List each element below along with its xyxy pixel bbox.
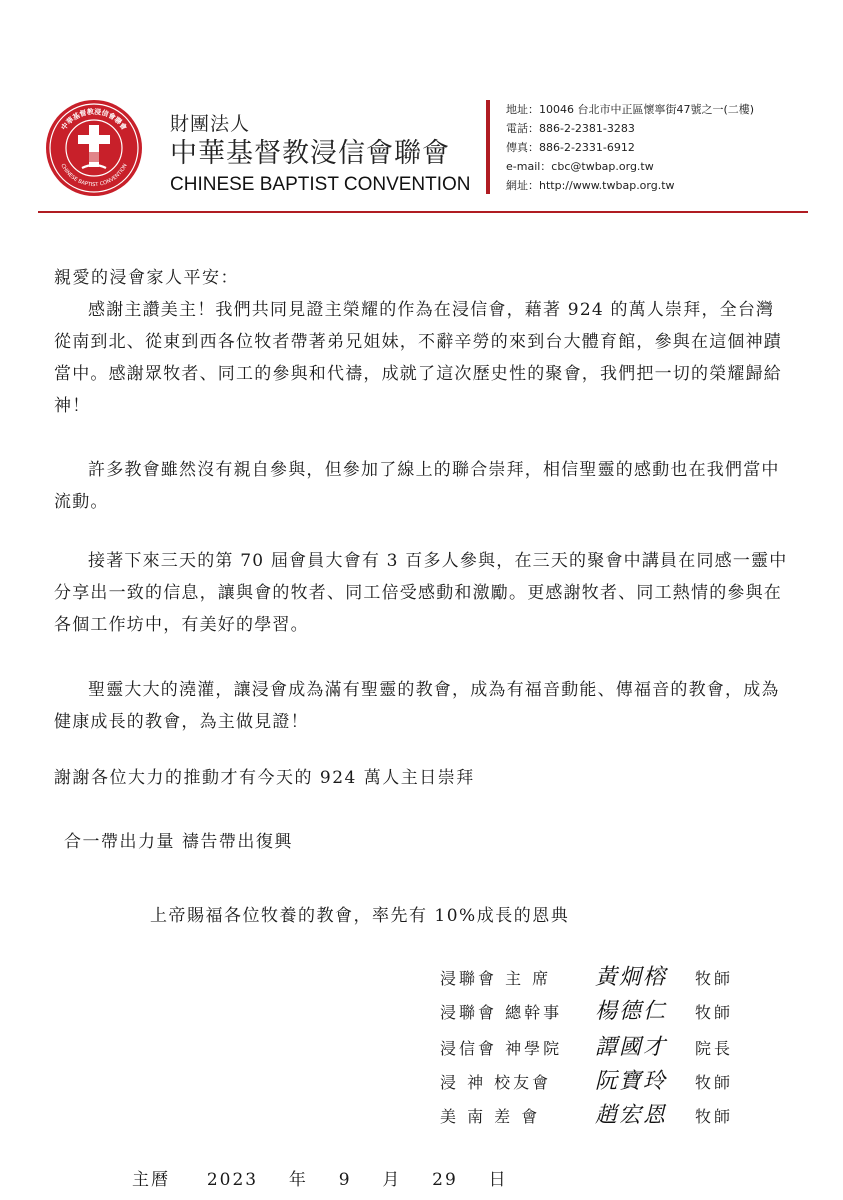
blessing-line: 上帝賜福各位牧養的教會，率先有 10%成長的恩典 [150, 906, 570, 926]
org-name-chinese: 中華基督教浸信會聯會 [170, 138, 450, 169]
organization-name-block [170, 112, 471, 197]
org-prefix: 財團法人 [170, 113, 251, 135]
letter-date [132, 1165, 508, 1190]
date-month: 9 [338, 1170, 352, 1190]
date-month-label: 月 [382, 1170, 402, 1190]
signer-title: 浸聯會 總幹事 [440, 1003, 563, 1022]
signer-role: 牧師 [695, 1107, 734, 1126]
signer-signature: 楊德仁 [595, 999, 668, 1024]
svg-text:中華基督教浸信會聯會: 中華基督教浸信會聯會 [59, 107, 129, 132]
org-name-english: CHINESE BAPTIST CONVENTION [170, 174, 471, 195]
paragraph-2-text: 許多教會雖然沒有親自參與，但參加了線上的聯合崇拜，相信聖靈的感動也在我們當中流動。 [54, 460, 780, 512]
svg-text:CHINESE BAPTIST CONVENTION: CHINESE BAPTIST CONVENTION [59, 162, 129, 189]
paragraph-1 [54, 294, 789, 422]
signer-title: 浸 神 校友會 [440, 1073, 552, 1092]
signer-signature: 阮寶玲 [595, 1069, 668, 1094]
signer-signature: 黃炯榕 [595, 965, 668, 990]
paragraph-1-text: 感謝主讚美主！我們共同見證主榮耀的作為在浸信會，藉著 924 的萬人崇拜，全台灣從南到北、從東到西各位牧者帶著弟兄姐妹，不辭辛勞的來到台大體育館，參與在這個神蹟當中。感謝眾牧者、同工的參與和代禱，成就了這次歷史性的聚會，我們把一切的榮耀歸給神！ [54, 300, 782, 416]
slogan-line: 合一帶出力量 禱告帶出復興 [64, 832, 293, 852]
signer-role: 牧師 [695, 1073, 734, 1092]
thanks-line: 謝謝各位大力的推動才有今天的 924 萬人主日崇拜 [54, 768, 475, 788]
date-day: 29 [432, 1170, 458, 1190]
address: 地址：10046 台北市中正區懷寧街47號之一(二樓) [506, 103, 755, 116]
paragraph-3-text: 接著下來三天的第 70 屆會員大會有 3 百多人參與，在三天的聚會中講員在同感一靈中分享出一致的信息，讓與會的牧者、同工倍受感動和激勵。更感謝牧者、同工熱情的參與在各個工作坊中，有美好的學習。 [54, 551, 788, 635]
phone: 電話：886-2-2381-3283 [506, 122, 635, 135]
date-year: 2023 [206, 1170, 259, 1190]
baptist-convention-logo [44, 98, 144, 198]
website: 網址：http://www.twbap.org.tw [506, 179, 675, 192]
paragraph-4-text: 聖靈大大的澆灌，讓浸會成為滿有聖靈的教會，成為有福音動能、傳福音的教會，成為健康成長的教會，為主做見證！ [54, 680, 780, 732]
signer-signature: 譚國才 [595, 1035, 668, 1060]
date-year-label: 年 [288, 1170, 308, 1190]
greeting: 親愛的浸會家人平安： [54, 268, 239, 288]
signer-title: 美 南 差 會 [440, 1107, 541, 1126]
paragraph-2 [54, 454, 789, 518]
email: e-mail：cbc@twbap.org.tw [506, 160, 654, 173]
date-prefix: 主曆 [132, 1170, 170, 1190]
signer-title: 浸聯會 主 席 [440, 969, 552, 988]
fax: 傳真：886-2-2331-6912 [506, 141, 635, 154]
date-day-label: 日 [488, 1170, 508, 1190]
signer-signature: 趙宏恩 [595, 1103, 668, 1128]
letterhead [0, 0, 843, 215]
letterhead-divider-horizontal [38, 211, 808, 213]
signer-role: 牧師 [695, 1003, 734, 1022]
paragraph-4 [54, 674, 789, 738]
signer-role: 院長 [695, 1039, 734, 1058]
signer-title: 浸信會 神學院 [440, 1039, 563, 1058]
contact-info [506, 100, 754, 195]
signer-role: 牧師 [695, 969, 734, 988]
paragraph-3 [54, 545, 789, 641]
letterhead-divider-vertical [486, 100, 490, 194]
